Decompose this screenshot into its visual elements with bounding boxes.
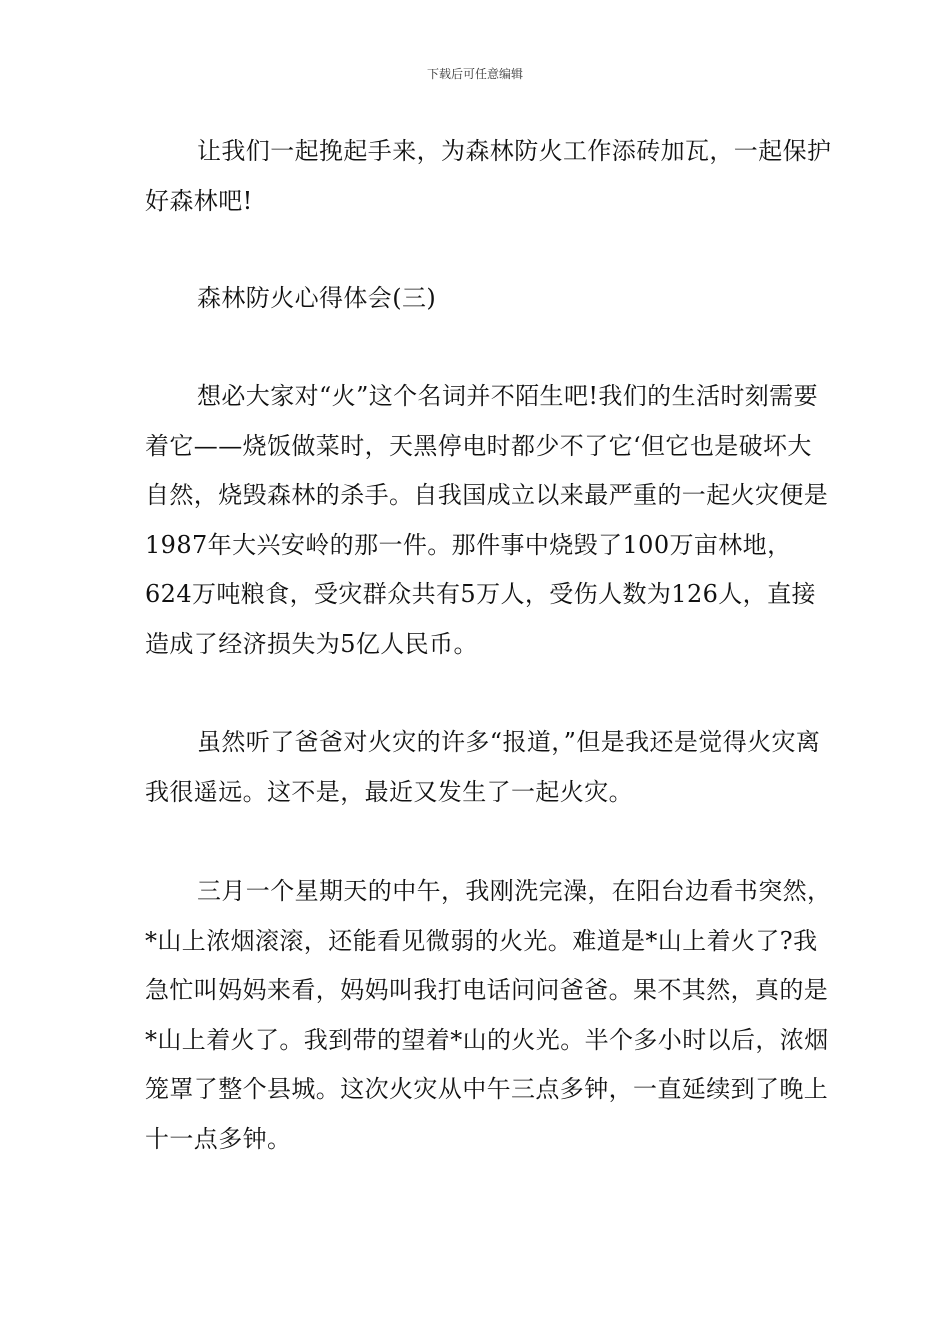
section-title: 森林防火心得体会(三) [197, 284, 437, 312]
header-note: 下载后可任意编辑 [426, 67, 523, 81]
paragraph-closing: 让我们一起挽起手来，为森林防火工作添砖加瓦，一起保护好森林吧! [145, 137, 832, 215]
paragraph-reports: 虽然听了爸爸对火灾的许多“报道，”但是我还是觉得火灾离我很遥远。这不是，最近又发生了一起火灾。 [145, 728, 821, 806]
paragraph-sunday-fire: 三月一个星期天的中午，我刚洗完澡，在阳台边看书突然，*山上浓烟滚滚，还能看见微弱的火光。难道是*山上着火了?我急忙叫妈妈来看，妈妈叫我打电话问问爸爸。果不其然，真的是*山上着火了。我到带的望着*山的火光。半个多小时以后，浓烟笼罩了整个县城。这次火灾从中午三点多钟，一直延续到了晚上十一点多钟。 [145, 877, 832, 1153]
paragraph-fire-intro: 想必大家对“火”这个名词并不陌生吧!我们的生活时刻需要着它——烧饭做菜时，天黑停电时都少不了它‘但它也是破坏大自然，烧毁森林的杀手。自我国成立以来最严重的一起火灾便是1987年大兴安岭的那一件。那件事中烧毁了100万亩林地，624万吨粮食，受灾群众共有5万人，受伤人数为126人，直接造成了经济损失为5亿人民币。 [145, 382, 829, 658]
